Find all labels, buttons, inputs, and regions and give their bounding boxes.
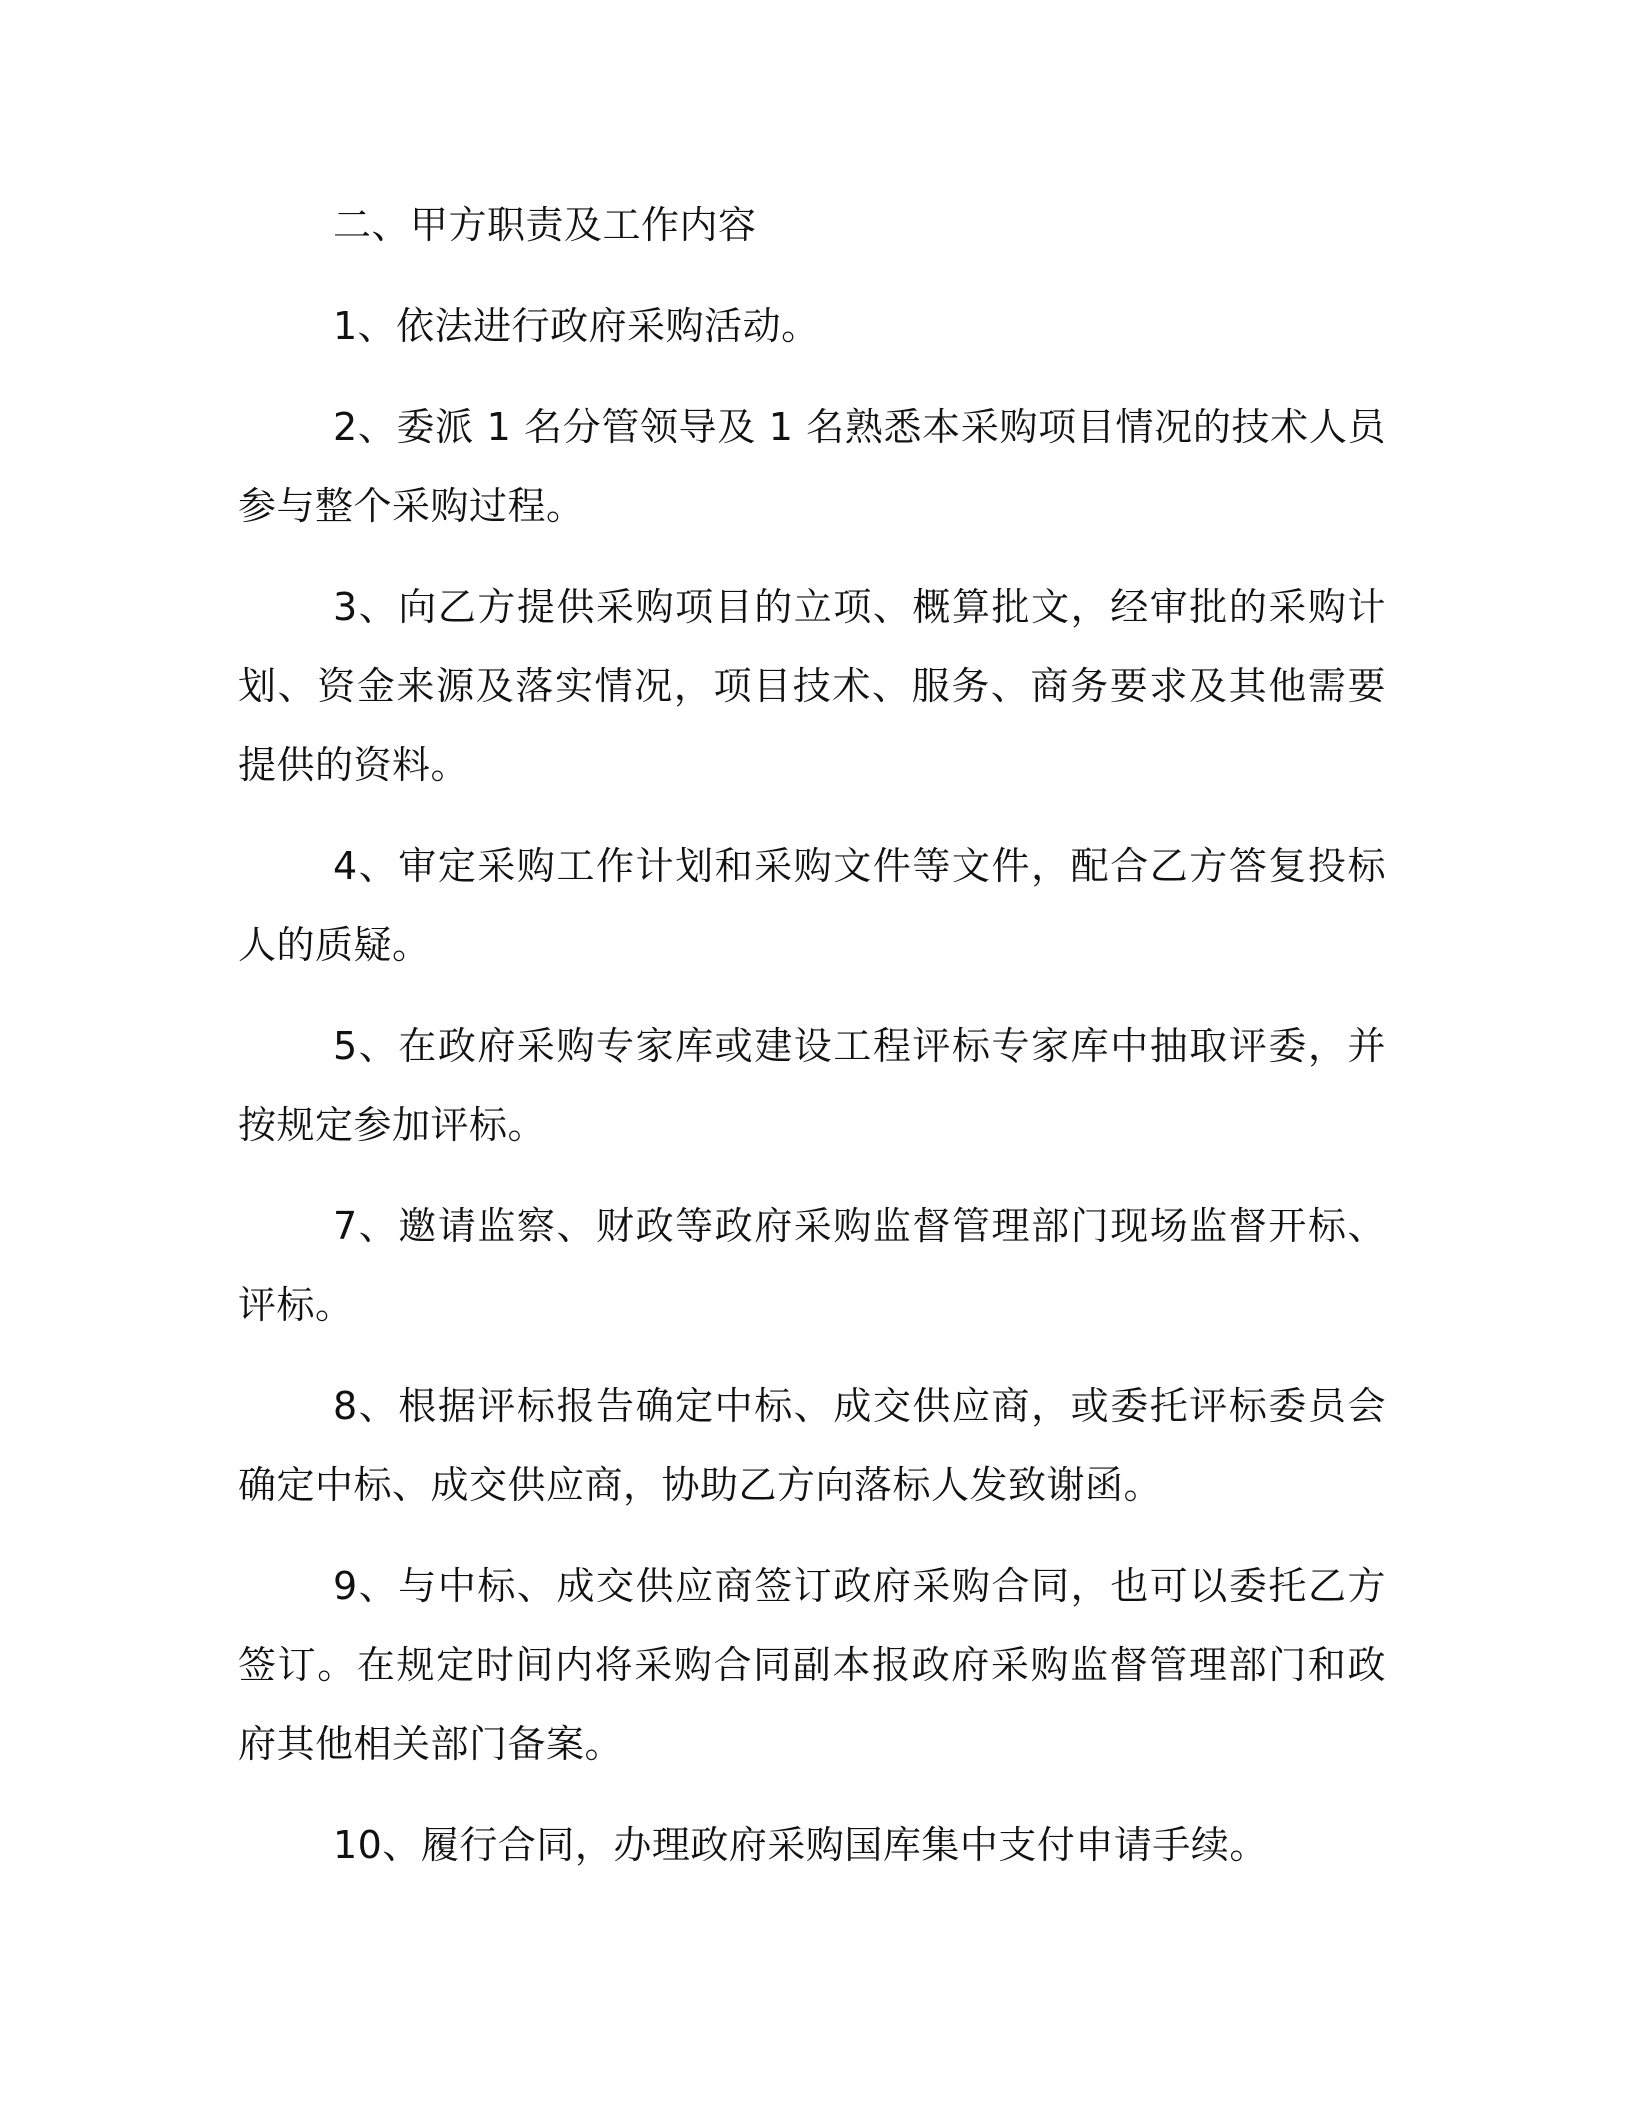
paragraph-5: 5、在政府采购专家库或建设工程评标专家库中抽取评委，并按规定参加评标。	[238, 1024, 1386, 1147]
paragraph-10: 10、履行合同，办理政府采购国库集中支付申请手续。	[333, 1823, 1268, 1867]
paragraph-2: 2、委派 1 名分管领导及 1 名熟悉本采购项目情况的技术人员参与整个采购过程。	[238, 405, 1386, 528]
paragraph-9: 9、与中标、成交供应商签订政府采购合同，也可以委托乙方签订。在规定时间内将采购合同副本报政府采购监督管理部门和政府其他相关部门备案。	[238, 1564, 1386, 1766]
section-heading: 二、甲方职责及工作内容	[333, 203, 757, 247]
paragraph-8: 8、根据评标报告确定中标、成交供应商，或委托评标委员会确定中标、成交供应商，协助乙方向落标人发致谢函。	[238, 1384, 1386, 1507]
paragraph-7: 7、邀请监察、财政等政府采购监督管理部门现场监督开标、评标。	[238, 1204, 1386, 1327]
document-body	[238, 186, 1386, 1885]
paragraph-3: 3、向乙方提供采购项目的立项、概算批文，经审批的采购计划、资金来源及落实情况，项目技术、服务、商务要求及其他需要提供的资料。	[238, 585, 1386, 787]
paragraph-1: 1、依法进行政府采购活动。	[333, 304, 820, 348]
paragraph-4: 4、审定采购工作计划和采购文件等文件，配合乙方答复投标人的质疑。	[238, 844, 1386, 967]
